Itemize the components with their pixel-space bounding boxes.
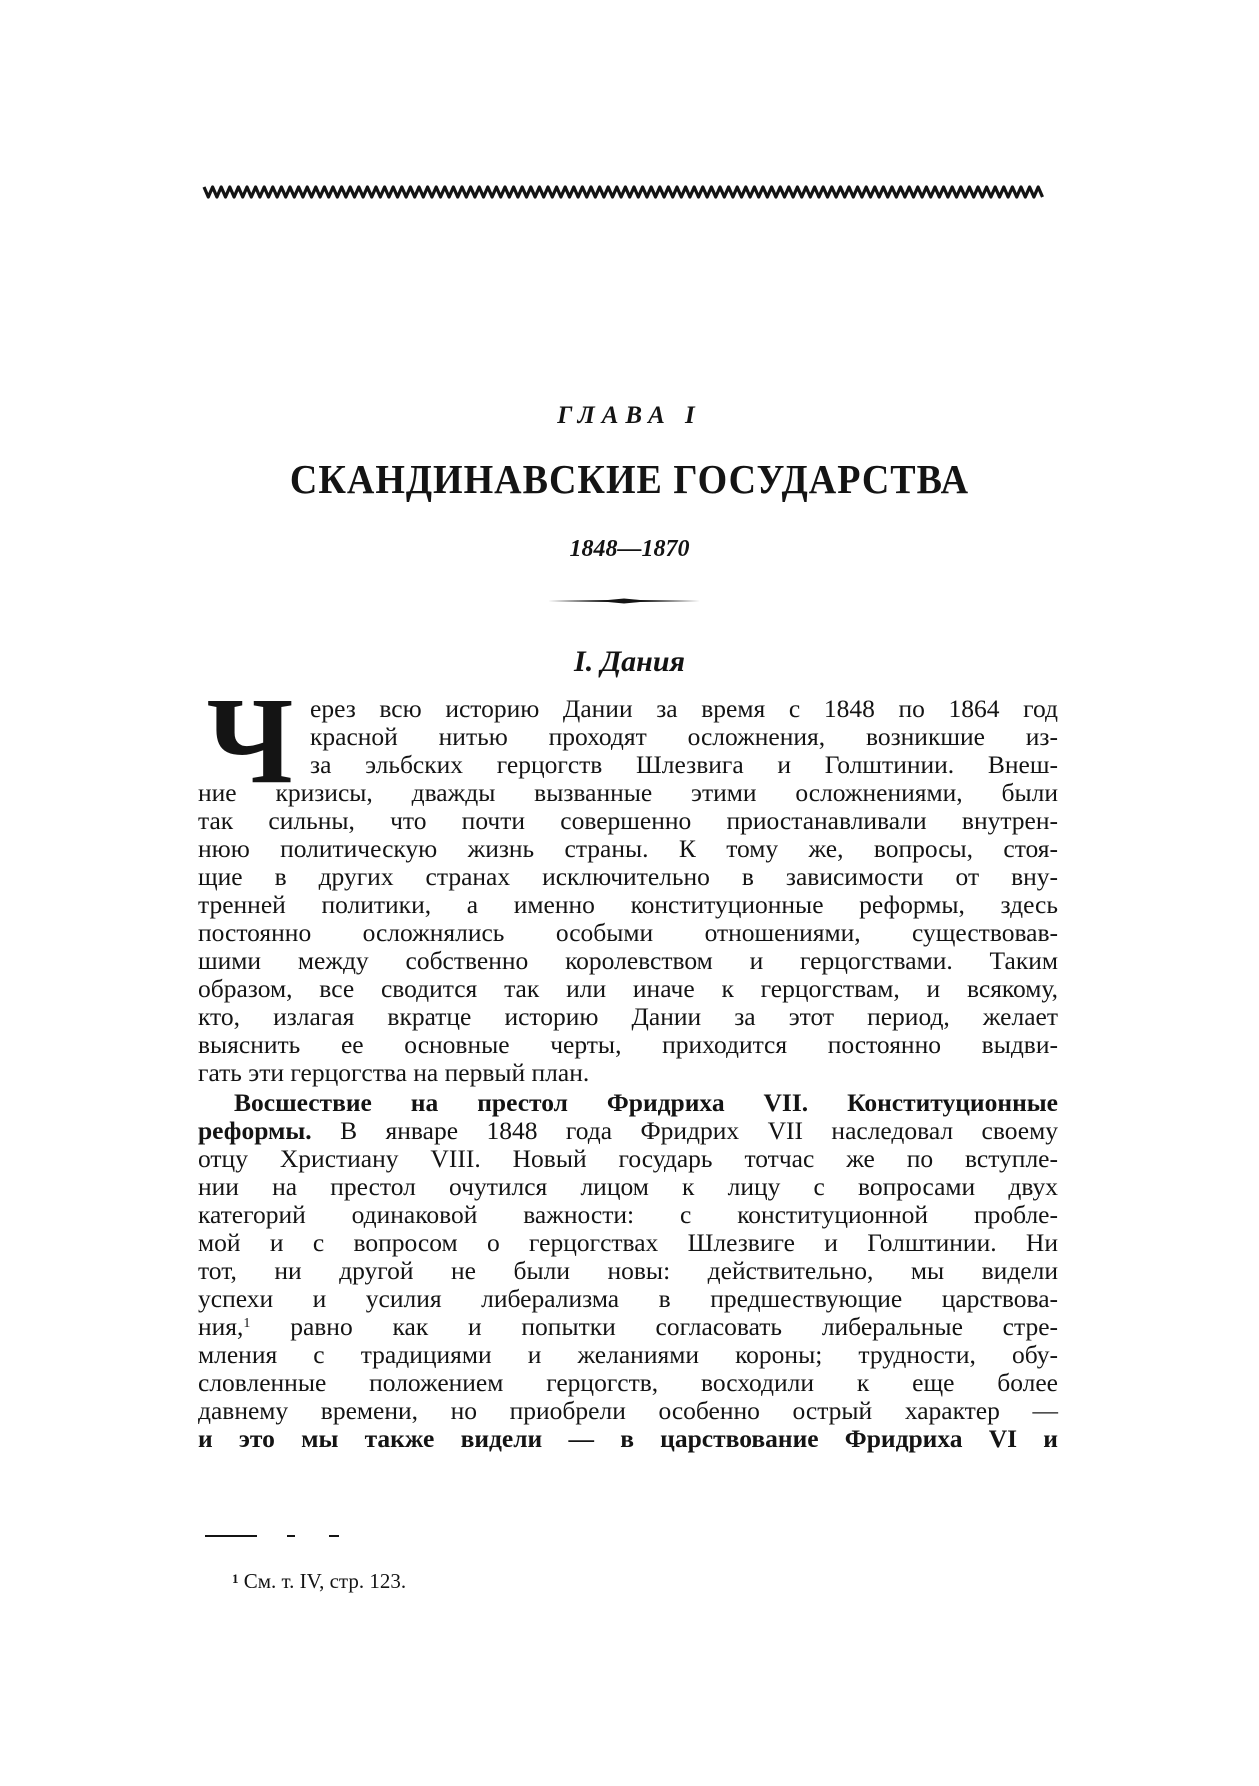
text-line: успехи и усилия либерализма в предшествующие царствова- [198,1284,1058,1313]
text-line: ерез всю историю Дании за время с 1848 по 1864 год [310,694,1058,723]
text-line: щие в других странах исключительно в зависимости от вну- [198,862,1058,891]
text-fragment: В январе 1848 года Фридрих VII наследовал своему [340,1116,1059,1145]
text-line: нии на престол очутился лицом к лицу с вопросами двух [198,1172,1058,1201]
chapter-label: ГЛАВА I [557,402,702,429]
paragraph-heading-cont: реформы. [198,1116,312,1145]
text-line: мой и с вопросом о герцогствах Шлезвиге и Голштинии. Ни [198,1228,1058,1257]
text-line: гать эти герцогства на первый план. [198,1058,590,1087]
text-line: тренней политики, а именно конституционные реформы, здесь [198,890,1058,919]
footnote-text: См. т. IV, стр. 123. [243,1569,407,1593]
chapter-years: 1848—1870 [569,536,690,562]
text-line: категорий одинаковой важности: с конституционной пробле- [198,1200,1058,1229]
text-line: ние кризисы, дважды вызванные этими осложнениями, были [198,778,1058,807]
footnote-reference[interactable]: 1 [243,1316,251,1331]
text-line: так сильны, что почти совершенно приостанавливали внутрен- [198,806,1058,835]
section-heading: I. Дания [574,645,685,678]
footnote [232,1568,406,1594]
footnote-marker: 1 [232,1571,239,1586]
text-line: мления с традициями и желаниями короны; трудности, обу- [198,1340,1058,1369]
text-line: отцу Христиану VIII. Новый государь тотчас же по вступле- [198,1144,1058,1173]
chapter-title: СКАНДИНАВСКИЕ ГОСУДАРСТВА [289,457,970,503]
text-line: кто, излагая вкратце историю Дании за этот период, желает [198,1002,1058,1031]
text-line: выяснить ее основные черты, приходится постоянно выдви- [198,1030,1058,1059]
text-line: нюю политическую жизнь страны. К тому же, вопросы, стоя- [198,834,1058,863]
text-fragment: равно как и попытки согласовать либеральные стре- [290,1312,1059,1341]
drop-cap: Ч [206,694,294,788]
text-line [198,1312,1058,1342]
text-line: тот, ни другой не были новы: действительно, мы видели [198,1256,1058,1285]
paragraph-heading: Восшествие на престол Фридриха VII. Конституционные [234,1088,1058,1117]
text-line: постоянно осложнялись особыми отношениями, существовав- [198,918,1058,947]
text-line: за эльбских герцогств Шлезвига и Голштинии. Внеш- [310,750,1058,779]
text-fragment: ния, [198,1312,244,1341]
footnote-rule [205,1534,365,1538]
text-line: шими между собственно королевством и герцогствами. Таким [198,946,1058,975]
text-line [198,1116,1058,1146]
text-line: образом, все сводится так или иначе к герцогствам, и всякому, [198,974,1058,1003]
text-line: давнему времени, но приобрели особенно острый характер — [198,1396,1058,1425]
text-line: красной нитью проходят осложнения, возникшие из- [310,722,1058,751]
text-line: и это мы также видели — в царствование Фридриха VI и [198,1424,1058,1453]
text-line: словленные положением герцогств, восходили к еще более [198,1368,1058,1397]
